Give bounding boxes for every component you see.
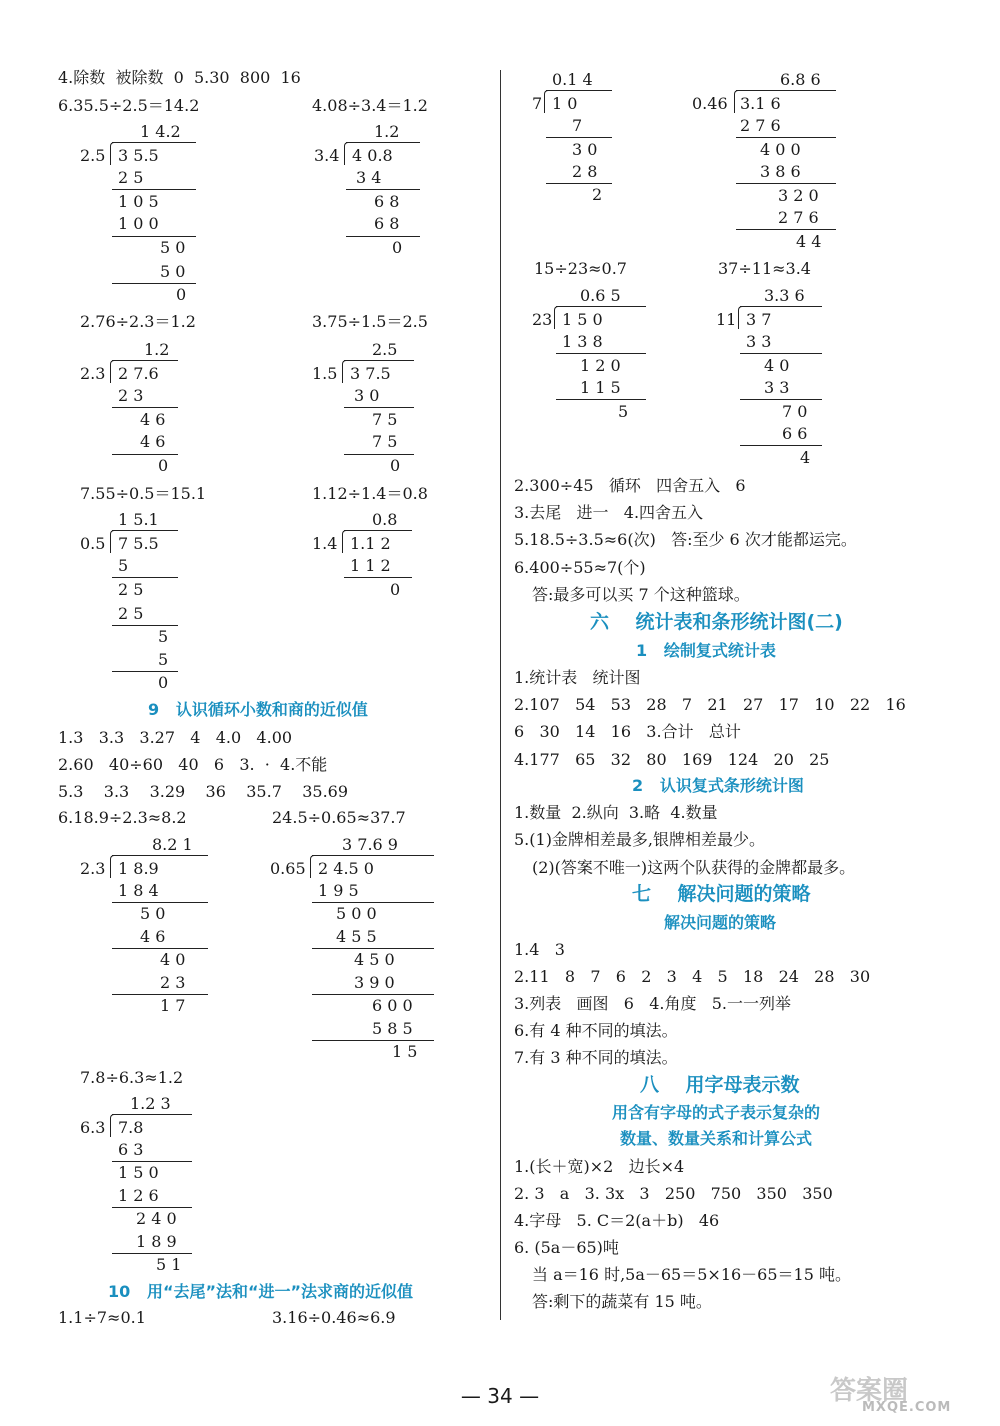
answer-line: 5.3 3.3 3.29 36 35.7 35.69: [58, 782, 349, 801]
division-rule: [110, 530, 117, 553]
answer-line: 1.数量 2.纵向 3.略 4.数量: [514, 803, 718, 822]
dividend: 1 0: [552, 94, 578, 113]
step: 0: [390, 580, 401, 599]
step: 0: [390, 456, 401, 475]
divisor: 0.5: [80, 534, 106, 553]
step: 5: [118, 556, 129, 575]
step: 4 0 0: [760, 140, 801, 159]
division-rule: [740, 445, 822, 446]
division-rule: [110, 1114, 117, 1137]
step: 0: [158, 673, 169, 692]
step: 3 9 0: [354, 973, 395, 992]
division-rule: [312, 948, 434, 949]
quotient: 1 5.1: [118, 510, 159, 529]
quotient: 0.6 5: [580, 286, 621, 305]
step: 1 0 0: [118, 214, 159, 233]
quotient: 8.2 1: [152, 835, 193, 854]
divisor: 2.3: [80, 859, 106, 878]
answer-line: 5.(1)金牌相差最多,银牌相差最少。: [514, 830, 766, 849]
step: 7 0: [782, 402, 808, 421]
divisor: 2.3: [80, 364, 106, 383]
column-divider: [500, 70, 501, 1320]
step: 5: [618, 402, 629, 421]
answer-line: 6.18.9÷2.3≈8.2: [58, 808, 187, 827]
answer-line: (2)(答案不唯一)这两个队获得的金牌都最多。: [532, 858, 856, 877]
watermark-url: MXQE.COM: [862, 1400, 952, 1415]
step: 2 5: [118, 168, 144, 187]
answer-line: 4.字母 5. C＝2(a＋b) 46: [514, 1211, 720, 1230]
quotient: 1.2 3: [130, 1094, 171, 1113]
divisor: 6.3: [80, 1118, 106, 1137]
watermark-logo: 答案圈: [830, 1376, 909, 1406]
step: 5: [158, 627, 169, 646]
step: 1 5 0: [118, 1163, 159, 1182]
answer-line: 当 a＝16 时,5a－65＝5×16－65＝15 吨。: [532, 1265, 851, 1284]
division-rule: [344, 530, 412, 531]
quotient: 1.2: [374, 122, 400, 141]
division-rule: [344, 360, 414, 361]
answer-line: 答:剩下的蔬菜有 15 吨。: [532, 1292, 712, 1311]
dividend: 7.8: [118, 1118, 144, 1137]
step: 5 0: [160, 238, 186, 257]
dividend: 1.1 2: [350, 534, 391, 553]
step: 3 4: [356, 168, 382, 187]
answer-line: 2.11 8 7 6 2 3 4 5 18 24 28 30: [514, 967, 871, 986]
division-rule: [112, 360, 178, 361]
answer-line: 15÷23≈0.7: [534, 259, 627, 278]
step: 4 6: [140, 927, 166, 946]
quotient: 1 4.2: [140, 122, 181, 141]
answer-line: 答:最多可以买 7 个这种篮球。: [532, 585, 750, 604]
step: 4 0: [764, 356, 790, 375]
division-rule: [112, 1161, 192, 1162]
step: 5 0 0: [336, 904, 377, 923]
division-rule: [112, 855, 208, 856]
chapter-heading: 八 用字母表示数: [640, 1074, 800, 1096]
answer-line: 1.(长＋宽)×2 边长×4: [514, 1157, 685, 1176]
step: 4 5 0: [354, 950, 395, 969]
section-heading: 9 认识循环小数和商的近似值: [148, 700, 368, 719]
division-rule: [344, 454, 414, 455]
answer-line: 5.18.5÷3.5≈6(次) 答:至少 6 次才能都运完。: [514, 530, 857, 549]
step: 1 9 5: [318, 881, 359, 900]
dividend: 2 4.5 0: [318, 859, 374, 878]
division-rule: [346, 236, 420, 237]
answer-line: 3.16÷0.46≈6.9: [272, 1308, 396, 1327]
step: 2 7 6: [778, 208, 819, 227]
quotient: 0.1 4: [552, 70, 593, 89]
divisor: 1.4: [312, 534, 338, 553]
step: 3 8 6: [760, 162, 801, 181]
division-rule: [112, 948, 208, 949]
division-rule: [112, 902, 208, 903]
division-rule: [112, 530, 178, 531]
answer-line: 7.55÷0.5＝15.1: [80, 484, 207, 503]
quotient: 3.3 6: [764, 286, 805, 305]
division-rule: [112, 407, 178, 408]
step: 1 0 5: [118, 192, 159, 211]
answer-line: 4.08÷3.4＝1.2: [312, 96, 428, 115]
chapter-heading: 六 统计表和条形统计图(二): [590, 611, 843, 633]
dividend: 1 5 0: [562, 310, 603, 329]
dividend: 2 7.6: [118, 364, 159, 383]
answer-line: 1.3 3.3 3.27 4 4.0 4.00: [58, 728, 293, 747]
divisor: 11: [716, 310, 737, 329]
division-rule: [312, 855, 434, 856]
division-rule: [312, 1040, 434, 1041]
division-rule: [110, 142, 117, 165]
division-rule: [112, 189, 196, 190]
division-rule: [546, 183, 612, 184]
section-heading: 用含有字母的式子表示复杂的: [612, 1103, 821, 1122]
division-rule: [546, 90, 612, 91]
answer-line: 3.列表 画图 6 4.角度 5.一一列举: [514, 994, 792, 1013]
division-rule: [740, 353, 822, 354]
division-rule: [110, 360, 117, 383]
step: 4 4: [796, 232, 822, 251]
answer-line: 6 30 14 16 3.合计 总计: [514, 722, 741, 741]
step: 4 6: [140, 410, 166, 429]
step: 6 6: [782, 424, 808, 443]
division-rule: [310, 855, 317, 878]
division-rule: [112, 142, 196, 143]
division-rule: [736, 229, 836, 230]
division-rule: [556, 399, 646, 400]
answer-line: 7.有 3 种不同的填法。: [514, 1048, 678, 1067]
step: 1 1 5: [580, 378, 621, 397]
step: 1 1 2: [350, 556, 391, 575]
step: 3 0: [572, 140, 598, 159]
quotient: 1.2: [144, 340, 170, 359]
step: 7: [572, 116, 583, 135]
answer-line: 2.76÷2.3＝1.2: [80, 312, 196, 331]
step: 3 2 0: [778, 186, 819, 205]
step: 2 5: [118, 604, 144, 623]
section-heading: 解决问题的策略: [664, 913, 777, 932]
dividend: 3 7.5: [350, 364, 391, 383]
step: 1 7: [160, 996, 186, 1015]
divisor: 7: [532, 94, 543, 113]
step: 5 0: [160, 262, 186, 281]
step: 0: [392, 238, 403, 257]
answer-line: 1.统计表 统计图: [514, 668, 641, 687]
division-rule: [556, 306, 646, 307]
step: 1 2 0: [580, 356, 621, 375]
step: 3 3: [746, 332, 772, 351]
division-rule: [346, 189, 420, 190]
division-rule: [556, 353, 646, 354]
dividend: 7 5.5: [118, 534, 159, 553]
answer-line: 1.4 3: [514, 940, 565, 959]
step: 4 5 5: [336, 927, 377, 946]
step: 2 3: [118, 386, 144, 405]
division-rule: [112, 1114, 192, 1115]
divisor: 23: [532, 310, 553, 329]
step: 4 6: [140, 432, 166, 451]
section-heading: 1 绘制复式统计表: [636, 641, 776, 660]
step: 3 3: [764, 378, 790, 397]
step: 2 3: [160, 973, 186, 992]
answer-line: 24.5÷0.65≈37.7: [272, 808, 406, 827]
section-heading: 10 用“去尾”法和“进一”法求商的近似值: [108, 1282, 414, 1301]
answer-line: 4.177 65 32 80 169 124 20 25: [514, 750, 830, 769]
page-number: — 34 —: [460, 1384, 540, 1408]
division-rule: [112, 1253, 192, 1254]
division-rule: [112, 671, 178, 672]
division-rule: [112, 994, 208, 995]
division-rule: [312, 902, 434, 903]
step: 0: [176, 285, 187, 304]
quotient: 2.5: [372, 340, 398, 359]
answer-line: 7.8÷6.3≈1.2: [80, 1068, 184, 1087]
answer-line: 6.400÷55≈7(个): [514, 558, 646, 577]
division-rule: [344, 142, 351, 165]
section-heading: 数量、数量关系和计算公式: [620, 1129, 813, 1148]
division-rule: [346, 142, 420, 143]
quotient: 6.8 6: [780, 70, 821, 89]
answer-line: 6.35.5÷2.5＝14.2: [58, 96, 200, 115]
step: 6 8: [374, 214, 400, 233]
division-rule: [546, 137, 612, 138]
division-rule: [112, 283, 196, 284]
division-rule: [112, 454, 178, 455]
division-rule: [740, 306, 822, 307]
answer-line: 2.300÷45 循环 四舍五入 6: [514, 476, 746, 495]
division-rule: [554, 306, 561, 329]
step: 1 8 9: [136, 1232, 177, 1251]
dividend: 3.1 6: [740, 94, 781, 113]
answer-line: 1.12÷1.4＝0.8: [312, 484, 428, 503]
answer-line: 6. (5a－65)吨: [514, 1238, 619, 1257]
step: 0: [158, 456, 169, 475]
division-rule: [112, 236, 196, 237]
step: 6 0 0: [372, 996, 413, 1015]
step: 5: [158, 650, 169, 669]
division-rule: [736, 137, 836, 138]
step: 2 5: [118, 580, 144, 599]
division-rule: [736, 90, 836, 91]
step: 1 8 4: [118, 881, 159, 900]
division-rule: [738, 306, 745, 329]
divisor: 0.65: [270, 859, 306, 878]
step: 1 3 8: [562, 332, 603, 351]
divisor: 3.4: [314, 146, 340, 165]
step: 5 0: [140, 904, 166, 923]
divisor: 2.5: [80, 146, 106, 165]
division-rule: [112, 577, 178, 578]
division-rule: [544, 90, 551, 113]
answer-line: 3.75÷1.5＝2.5: [312, 312, 428, 331]
step: 4 0: [160, 950, 186, 969]
answer-line: 2.107 54 53 28 7 21 27 17 10 22 16: [514, 695, 906, 714]
step: 7 5: [372, 410, 398, 429]
dividend: 3 7: [746, 310, 772, 329]
division-rule: [344, 577, 412, 578]
step: 4: [800, 448, 811, 467]
dividend: 4 0.8: [352, 146, 393, 165]
step: 6 3: [118, 1140, 144, 1159]
dividend: 1 8.9: [118, 859, 159, 878]
step: 2 4 0: [136, 1209, 177, 1228]
division-rule: [740, 399, 822, 400]
answer-line: 1.1÷7≈0.1: [58, 1308, 146, 1327]
division-rule: [342, 360, 349, 383]
division-rule: [110, 855, 117, 878]
answer-line: 4.除数 被除数 0 5.30 800 16: [58, 68, 301, 87]
quotient: 3 7.6 9: [342, 835, 398, 854]
division-rule: [342, 530, 349, 553]
step: 1 2 6: [118, 1186, 159, 1205]
step: 2 8: [572, 162, 598, 181]
answer-line: 3.去尾 进一 4.四舍五入: [514, 503, 704, 522]
step: 2 7 6: [740, 116, 781, 135]
division-rule: [736, 183, 836, 184]
quotient: 0.8: [372, 510, 398, 529]
answer-line: 6.有 4 种不同的填法。: [514, 1021, 678, 1040]
step: 7 5: [372, 432, 398, 451]
step: 2: [592, 185, 603, 204]
step: 6 8: [374, 192, 400, 211]
section-heading: 2 认识复式条形统计图: [632, 776, 804, 795]
answer-line: 37÷11≈3.4: [718, 259, 811, 278]
division-rule: [312, 994, 434, 995]
divisor: 0.46: [692, 94, 728, 113]
step: 5 8 5: [372, 1019, 413, 1038]
page-number-value: 34: [487, 1384, 513, 1408]
answer-line: 2. 3 a 3. 3x 3 250 750 350 350: [514, 1184, 833, 1203]
division-rule: [112, 1207, 192, 1208]
division-rule: [112, 625, 178, 626]
division-rule: [344, 407, 414, 408]
dividend: 3 5.5: [118, 146, 159, 165]
answer-line: 2.60 40÷60 40 6 3. · 4.不能: [58, 755, 328, 774]
step: 1 5: [392, 1042, 418, 1061]
chapter-heading: 七 解决问题的策略: [632, 883, 811, 905]
step: 3 0: [354, 386, 380, 405]
step: 5 1: [156, 1255, 182, 1274]
divisor: 1.5: [312, 364, 338, 383]
